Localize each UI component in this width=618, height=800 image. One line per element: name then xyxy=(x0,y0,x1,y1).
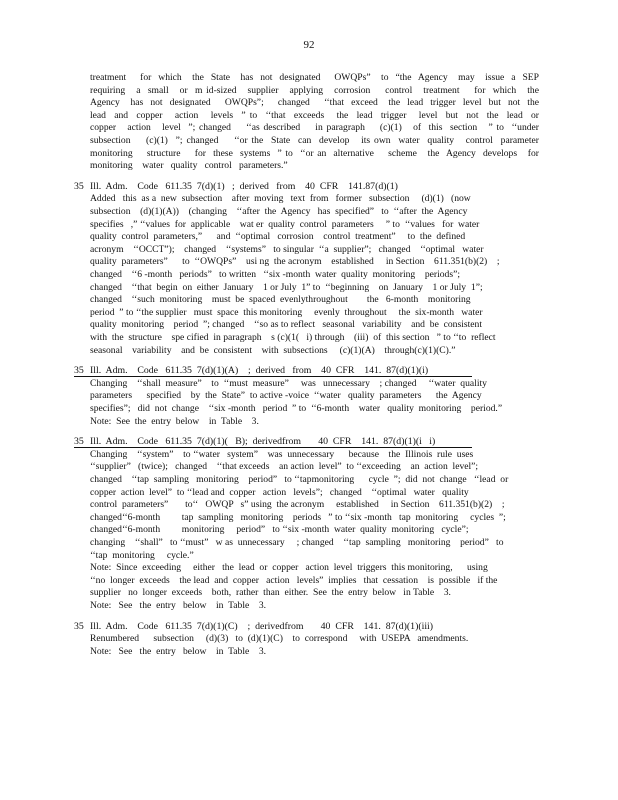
citation-number: 35 xyxy=(74,620,84,632)
entry-line: subsection (d)(1)(A)) (changing ‘‘after the Agency has specified” to ‘‘after the Agency xyxy=(90,206,468,217)
entry-line: Note: See the entry below in Table 3. xyxy=(90,415,259,427)
entry-line: with the structure spe cified in paragraph s (c)(1( i) through (iii) of this section ” to ‘‘to reflect xyxy=(90,332,496,343)
entry-line: ‘‘no longer exceeds the lead and copper action levels” implies that cessation is possible if the xyxy=(90,574,498,586)
entry-line: changed ‘‘that begin on either January 1 or July 1” to ‘‘beginning on January 1 or July 1”; xyxy=(90,281,483,293)
entry-line: Note: See the entry below in Table 3. xyxy=(90,645,267,657)
citation-text: Ill. Adm. Code 611.35 7(d)(1)( B); derivedfrom 40 CFR 141. 87(d)(1)(i i) xyxy=(90,436,436,448)
entry-line: supplier no longer exceeds both, rather than either. See the entry below in Table 3. xyxy=(90,587,451,599)
entry-line: acronym ‘‘OCCT”); changed ‘‘systems” to singular ‘‘a supplier”; changed ‘‘optimal water xyxy=(90,243,484,255)
citation-text: Ill. Adm. Code 611.35 7(d)(1)(C) ; derivedfrom 40 CFR 141. 87(d)(1)(iii) xyxy=(90,620,434,632)
entry-line: specifies”; did not change ‘‘six -month period ” to ‘‘6-month water quality monitoring period.” xyxy=(90,403,503,414)
entry-line: ‘‘supplier” (twice); changed ‘‘that exceeds an action level” to ‘‘exceeding an action level”; xyxy=(90,461,479,473)
continuation-line: lead and copper action levels ” to ‘‘that exceeds the lead trigger level but not the lead or xyxy=(90,109,539,121)
entry-line: changed‘‘6-month monitoring period” to ‘‘six -month water quality monitoring cycle”; xyxy=(90,524,469,536)
entry-line: quality control parameters,” and ‘‘optimal corrosion control treatment” to the defined xyxy=(90,231,466,243)
entry-line: Added this as a new subsection after moving text from former subsection (d)(1) (now xyxy=(90,193,471,205)
entry-line: specifies ,” ‘‘values for applicable wat er quality control parameters ” to ‘‘values for water xyxy=(90,218,480,230)
citation-heading xyxy=(74,621,433,633)
entry-line: Changing ‘‘system” to ‘‘water system” was unnecessary because the Illinois rule uses xyxy=(90,448,474,460)
citation-number: 35 xyxy=(74,180,84,192)
entry-line: Note: See the entry below in Table 3. xyxy=(90,600,267,611)
entry-line: Changing ‘‘shall measure” to ‘‘must measure” was unnecessary ; changed ‘‘water quality xyxy=(90,377,487,389)
entry-line: Note: Since exceeding either the lead or copper action level triggers this monitoring, using xyxy=(90,562,488,574)
citation-number: 35 xyxy=(74,365,84,377)
entry-line: seasonal variability and be consistent with subsections (c)(1)(A) through(c)(1)(C).” xyxy=(90,344,456,356)
entry-line: changed ‘‘6 -month periods” to written ‘‘six -month water quality monitoring periods”; xyxy=(90,269,460,280)
citation-text: Ill. Adm. Code 611.35 7(d)(1)(A) ; derived from 40 CFR 141. 87(d)(1)(i) xyxy=(90,365,429,377)
entry-line: changed ‘‘such monitoring must be spaced evenlythroughout the 6-month monitoring xyxy=(90,294,471,306)
entry-line: ‘‘tap monitoring cycle.” xyxy=(90,549,194,561)
continuation-line: Agency has not designated OWQPs”; changed ‘‘that exceed the lead trigger level but not the xyxy=(90,97,539,109)
entry-line: parameters specified by the State” to active -voice ‘‘water quality parameters the Agency xyxy=(90,390,482,402)
entry-line: period ” to ‘‘the supplier must space this monitoring evenly throughout the six-month water xyxy=(90,306,483,318)
entry-line: copper action level” to ‘‘lead and copper action levels”; changed ‘‘optimal water quality xyxy=(90,486,469,498)
entry-line: quality parameters” to ‘‘OWQPs” usi ng the acronym established in Section 611.351(b)(2) ; xyxy=(90,256,500,268)
entry-line: Renumbered subsection (d)(3) to (d)(1)(C) to correspond with USEPA amendments. xyxy=(90,633,469,645)
continuation-line: treatment for which the State has not designated OWQPs” to “the Agency may issue a SEP xyxy=(90,72,539,83)
entry-line: changed ‘‘tap sampling monitoring period” to ‘‘tapmonitoring cycle ”; did not change ‘‘lead or xyxy=(90,474,509,485)
page-number: 92 xyxy=(303,39,315,51)
entry-line: changing ‘‘shall” to ‘‘must” w as unnecessary ; changed ‘‘tap sampling monitoring period” to xyxy=(90,537,504,548)
citation-number: 35 xyxy=(74,436,84,448)
citation-heading xyxy=(74,181,398,193)
citation-text: Ill. Adm. Code 611.35 7(d)(1) ; derived from 40 CFR 141.87(d)(1) xyxy=(90,180,398,192)
continuation-line: copper action level ”; changed ‘‘as described in paragraph (c)(1) of this section ” to ‘‘under xyxy=(90,122,539,134)
entry-line: changed‘‘6-month tap sampling monitoring periods ” to ‘‘six -month tap monitoring cycles ”; xyxy=(90,511,506,523)
entry-line: quality monitoring period ”; changed ‘‘so as to reflect seasonal variability and be consistent xyxy=(90,319,482,331)
continuation-line: requiring a small or m id-sized supplier applying corrosion control treatment for which the xyxy=(90,84,539,96)
continuation-line: subsection (c)(1) ”; changed ‘‘or the State can develop its own water quality control parameter xyxy=(90,135,539,146)
continuation-line: monitoring water quality control parameters.” xyxy=(90,160,288,172)
entry-line: control parameters” to‘‘ OWQP s” using the acronym established in Section 611.351(b)(2) ; xyxy=(90,499,505,511)
continuation-line: monitoring structure for these systems ” to ‘‘or an alternative scheme the Agency develops for xyxy=(90,147,539,159)
